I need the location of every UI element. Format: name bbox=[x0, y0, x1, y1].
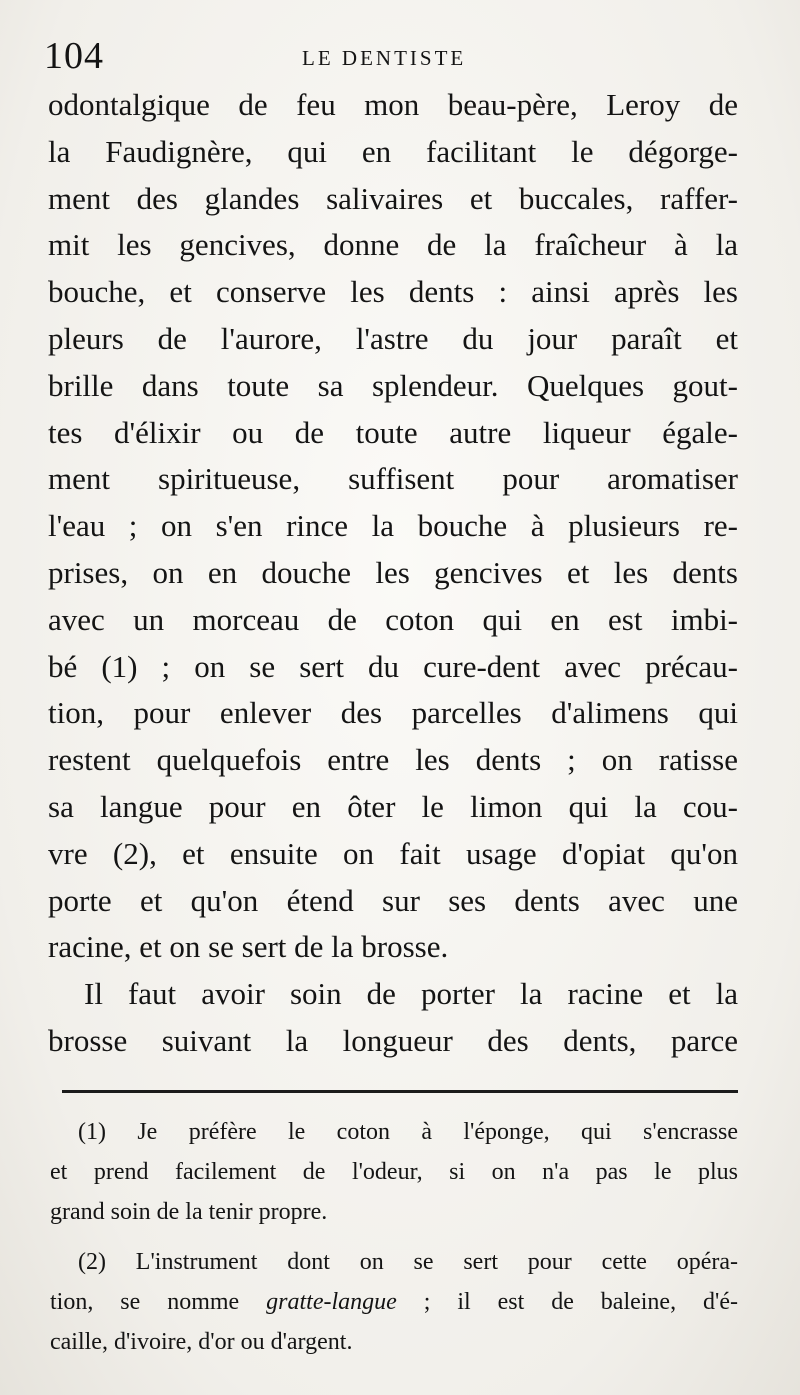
text-line: pleurs de l'aurore, l'astre du jour paraît et bbox=[48, 320, 738, 356]
footnote-line: (1) Je préfère le coton à l'éponge, qui s'encrasse bbox=[78, 1119, 738, 1145]
text-line: la Faudignère, qui en facilitant le dégorge- bbox=[48, 133, 738, 169]
text-line: mit les gencives, donne de la fraîcheur à la bbox=[48, 227, 738, 263]
footnote-line: et prend facilement de l'odeur, si on n'a pas le plus bbox=[50, 1159, 738, 1185]
footnotes bbox=[50, 1112, 738, 1362]
text-line: bé (1) ; on se sert du cure-dent avec précau- bbox=[48, 648, 738, 684]
text-line: avec un morceau de coton qui en est imbi- bbox=[48, 601, 738, 637]
text-line: sa langue pour en ôter le limon qui la cou- bbox=[48, 788, 738, 824]
footnote-text: (2) L'instrument dont on se sert pour cette opéra- bbox=[78, 1249, 738, 1275]
text-line: brosse suivant la longueur des dents, parce bbox=[48, 1022, 738, 1058]
footnote-line bbox=[50, 1282, 738, 1322]
text-line: prises, on en douche les gencives et les dents bbox=[48, 554, 738, 590]
text-line: vre (2), et ensuite on fait usage d'opiat qu'on bbox=[48, 835, 738, 871]
text-line: brille dans toute sa splendeur. Quelques gout- bbox=[48, 367, 738, 403]
text-line: bouche, et conserve les dents : ainsi après les bbox=[48, 274, 738, 310]
footnote-italic-term: gratte-langue bbox=[266, 1289, 397, 1315]
running-head: LE DENTISTE bbox=[302, 46, 467, 70]
footnote-gap bbox=[50, 1232, 738, 1242]
text-line: porte et qu'on étend sur ses dents avec une bbox=[48, 882, 738, 918]
text-line: tes d'élixir ou de toute autre liqueur égale- bbox=[48, 414, 738, 450]
footnote-text: caille, d'ivoire, d'or ou d'argent. bbox=[50, 1329, 353, 1355]
text-line: racine, et on se sert de la brosse. bbox=[48, 929, 449, 965]
text-line: ment spiritueuse, suffisent pour aromatiser bbox=[48, 461, 738, 497]
text-line: l'eau ; on s'en rince la bouche à plusieurs re- bbox=[48, 508, 738, 544]
footnote-1 bbox=[50, 1112, 738, 1232]
text-line: odontalgique de feu mon beau-père, Leroy de bbox=[48, 87, 738, 122]
page-number: 104 bbox=[44, 35, 104, 77]
footnote-text: ; il est de baleine, d'é- bbox=[396, 1289, 738, 1315]
body-text bbox=[48, 82, 738, 1065]
text-line-paragraph-start: Il faut avoir soin de porter la racine et la bbox=[84, 976, 738, 1012]
text-line: restent quelquefois entre les dents ; on ratisse bbox=[48, 742, 738, 778]
text-line: ment des glandes salivaires et buccales, raffer- bbox=[48, 180, 738, 216]
footnote-line bbox=[50, 1322, 738, 1362]
text-line: tion, pour enlever des parcelles d'alimens qui bbox=[48, 695, 738, 731]
footnote-text: tion, se nomme bbox=[50, 1289, 267, 1315]
footnote-line: grand soin de la tenir propre. bbox=[50, 1199, 328, 1225]
footnote-separator-rule bbox=[62, 1090, 738, 1093]
footnote-line bbox=[50, 1242, 738, 1282]
footnote-2 bbox=[50, 1242, 738, 1362]
page-header bbox=[44, 28, 734, 88]
